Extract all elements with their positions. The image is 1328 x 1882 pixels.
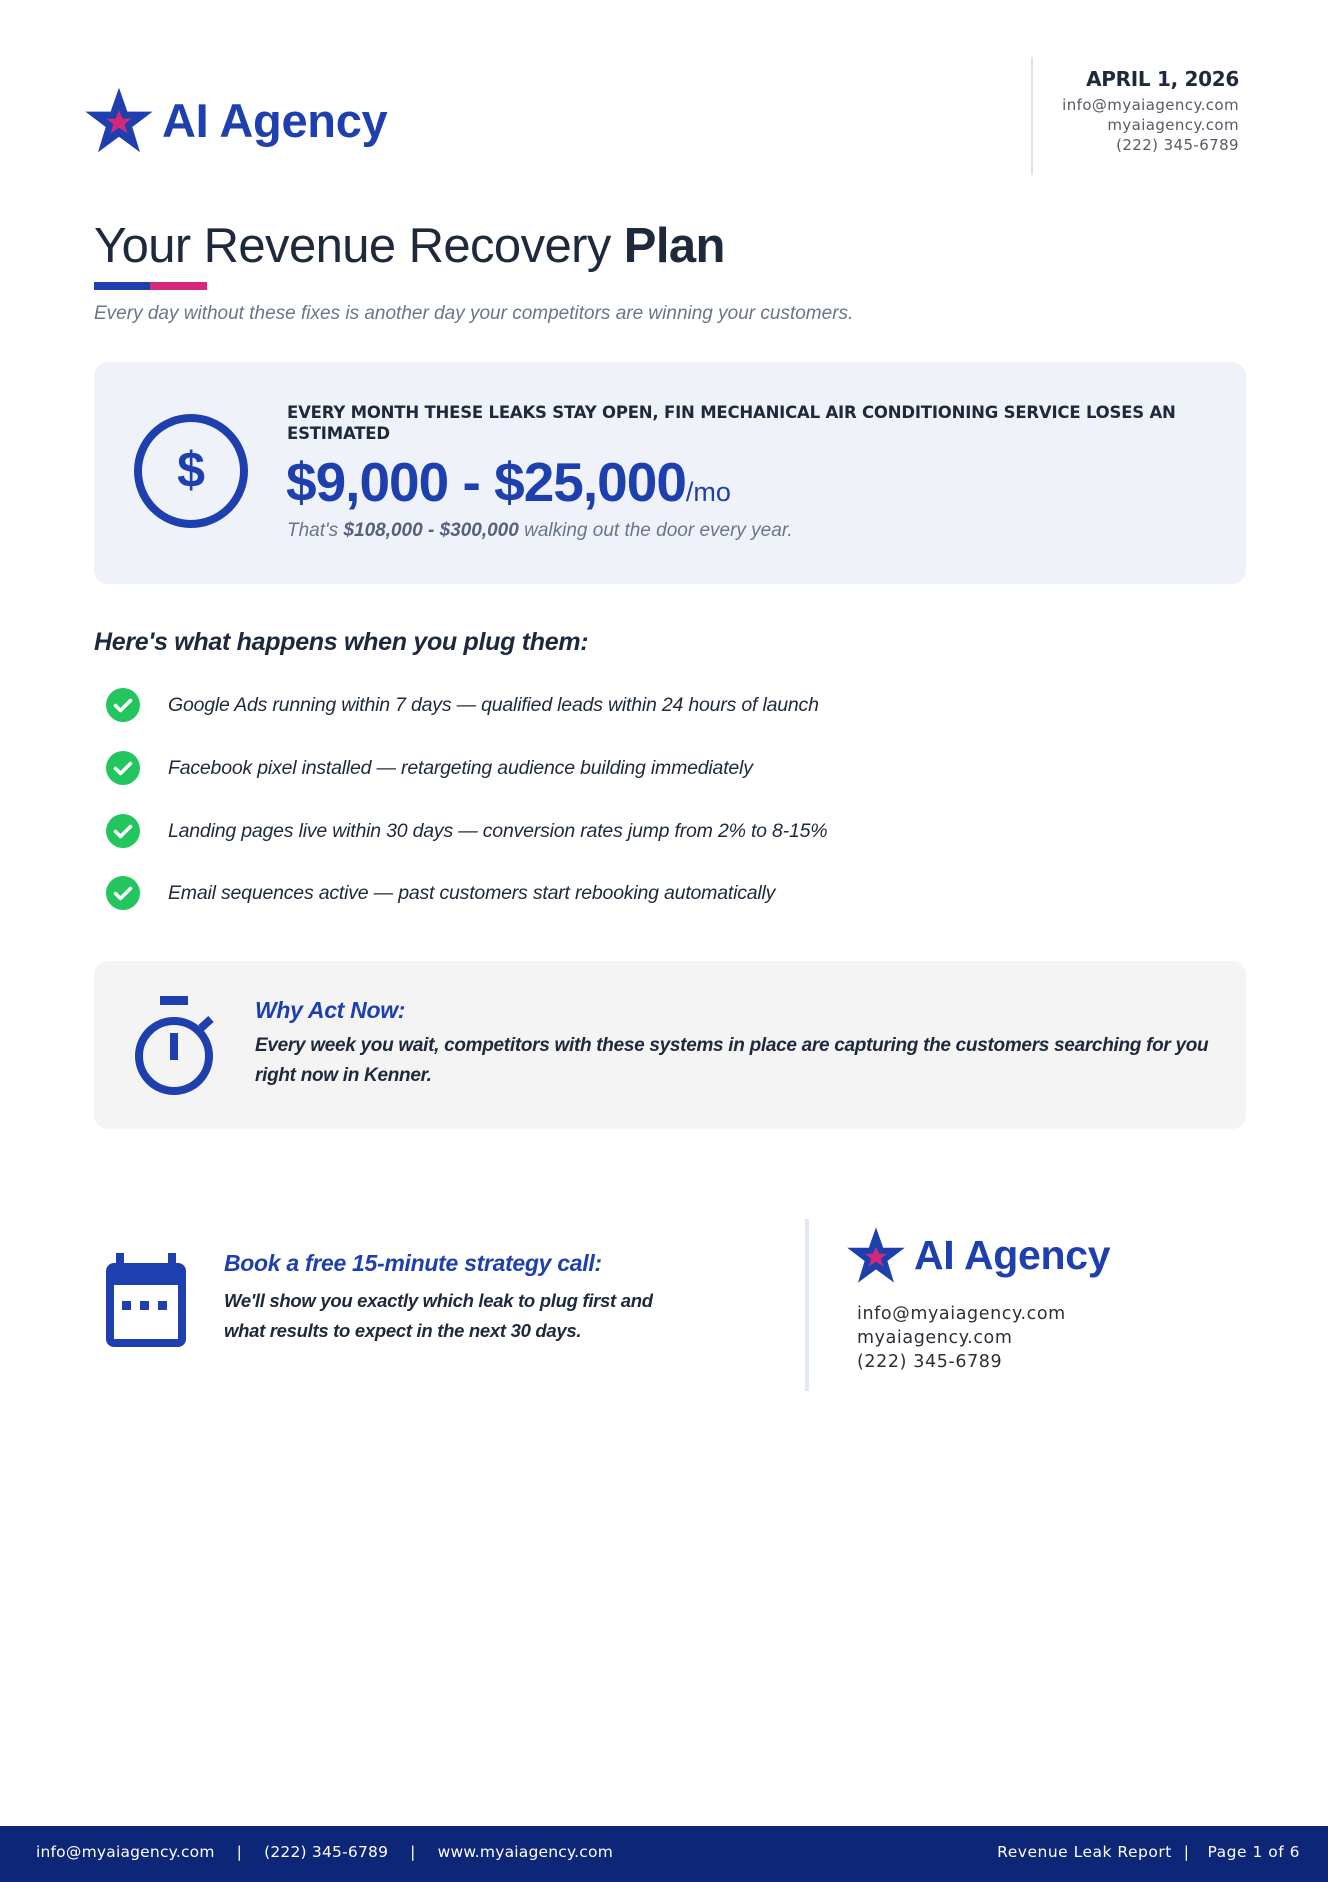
footer-page-number: Page 1 of 6 [1207, 1843, 1300, 1861]
why-act-now-title: Why Act Now: [255, 997, 406, 1023]
footer-separator: | [236, 1843, 243, 1861]
check-circle-icon [106, 814, 140, 848]
benefit-text: Facebook pixel installed — retargeting audience building immediately [168, 756, 753, 779]
yearly-loss [287, 520, 793, 542]
yearly-amount: $108,000 - $300,000 [343, 520, 519, 541]
header-email[interactable]: info@myaiagency.com [1062, 96, 1239, 114]
cta-text: We'll show you exactly which leak to plug first and what results to expect in the next 30 days. [224, 1290, 653, 1341]
loss-period: /mo [685, 477, 731, 507]
footer-report-name: Revenue Leak Report [997, 1843, 1172, 1861]
cta-website[interactable]: myaiagency.com [857, 1328, 1013, 1348]
benefit-item [106, 751, 753, 785]
why-act-now-text: Every week you wait, competitors with these systems in place are capturing the customers searching for you right now in Kenner. [255, 1035, 1209, 1086]
header-contact [1031, 57, 1239, 175]
title-underline [94, 282, 207, 290]
star-icon [84, 86, 154, 154]
page-subtitle: Every day without these fixes is another day your competitors are winning your customers. [94, 303, 854, 324]
underline-blue [94, 282, 150, 290]
benefit-item [106, 814, 827, 848]
cta-brand-name: AI Agency [914, 1231, 1111, 1278]
cta-title: Book a free 15-minute strategy call: [224, 1250, 602, 1276]
footer-contact [36, 1843, 613, 1861]
benefits-heading: Here's what happens when you plug them: [94, 628, 589, 656]
footer-separator: | [1183, 1843, 1190, 1861]
cta-brand-logo [846, 1226, 1110, 1284]
cta-email[interactable]: info@myaiagency.com [857, 1304, 1066, 1324]
benefit-text: Google Ads running within 7 days — qualified leads within 24 hours of launch [168, 693, 819, 716]
benefit-text: Email sequences active — past customers start rebooking automatically [168, 881, 776, 904]
cta-phone[interactable]: (222) 345-6789 [857, 1352, 1003, 1372]
svg-text:$: $ [177, 442, 205, 498]
monthly-loss-amount [286, 450, 731, 514]
star-icon [846, 1226, 906, 1284]
cta-contact [857, 1302, 1066, 1374]
stopwatch-icon [134, 996, 222, 1096]
report-date: APRIL 1, 2026 [1086, 67, 1239, 91]
check-circle-icon [106, 876, 140, 910]
check-circle-icon [106, 751, 140, 785]
calendar-icon [106, 1253, 190, 1347]
page-title [94, 218, 725, 274]
benefit-text: Landing pages live within 30 days — conversion rates jump from 2% to 8-15% [168, 819, 828, 842]
loss-headline: EVERY MONTH THESE LEAKS STAY OPEN, FIN MECHANICAL AIR CONDITIONING SERVICE LOSES AN ESTIMATED [287, 403, 1176, 443]
dollar-circle-icon [132, 412, 250, 530]
brand-name: AI Agency [162, 93, 388, 147]
title-emphasis: Plan [623, 219, 725, 273]
page-footer [0, 1826, 1328, 1882]
yearly-suffix: walking out the door every year. [518, 520, 793, 541]
header-website[interactable]: myaiagency.com [1107, 116, 1239, 134]
benefit-item [106, 876, 775, 910]
underline-pink [150, 282, 207, 290]
footer-website[interactable]: www.myaiagency.com [437, 1843, 614, 1861]
yearly-prefix: That's [287, 520, 344, 541]
footer-report-info [997, 1843, 1300, 1861]
check-circle-icon [106, 688, 140, 722]
brand-logo [84, 86, 387, 154]
footer-separator: | [410, 1843, 416, 1861]
loss-range: $9,000 - $25,000 [286, 451, 686, 513]
why-act-now-card [94, 961, 1246, 1129]
header-phone[interactable]: (222) 345-6789 [1116, 136, 1239, 154]
footer-email[interactable]: info@myaiagency.com [36, 1843, 215, 1861]
revenue-loss-card [94, 362, 1246, 584]
cta-divider [805, 1219, 809, 1391]
footer-phone[interactable]: (222) 345-6789 [264, 1843, 389, 1861]
title-main: Your Revenue Recovery [94, 219, 624, 273]
benefit-item [106, 688, 819, 722]
